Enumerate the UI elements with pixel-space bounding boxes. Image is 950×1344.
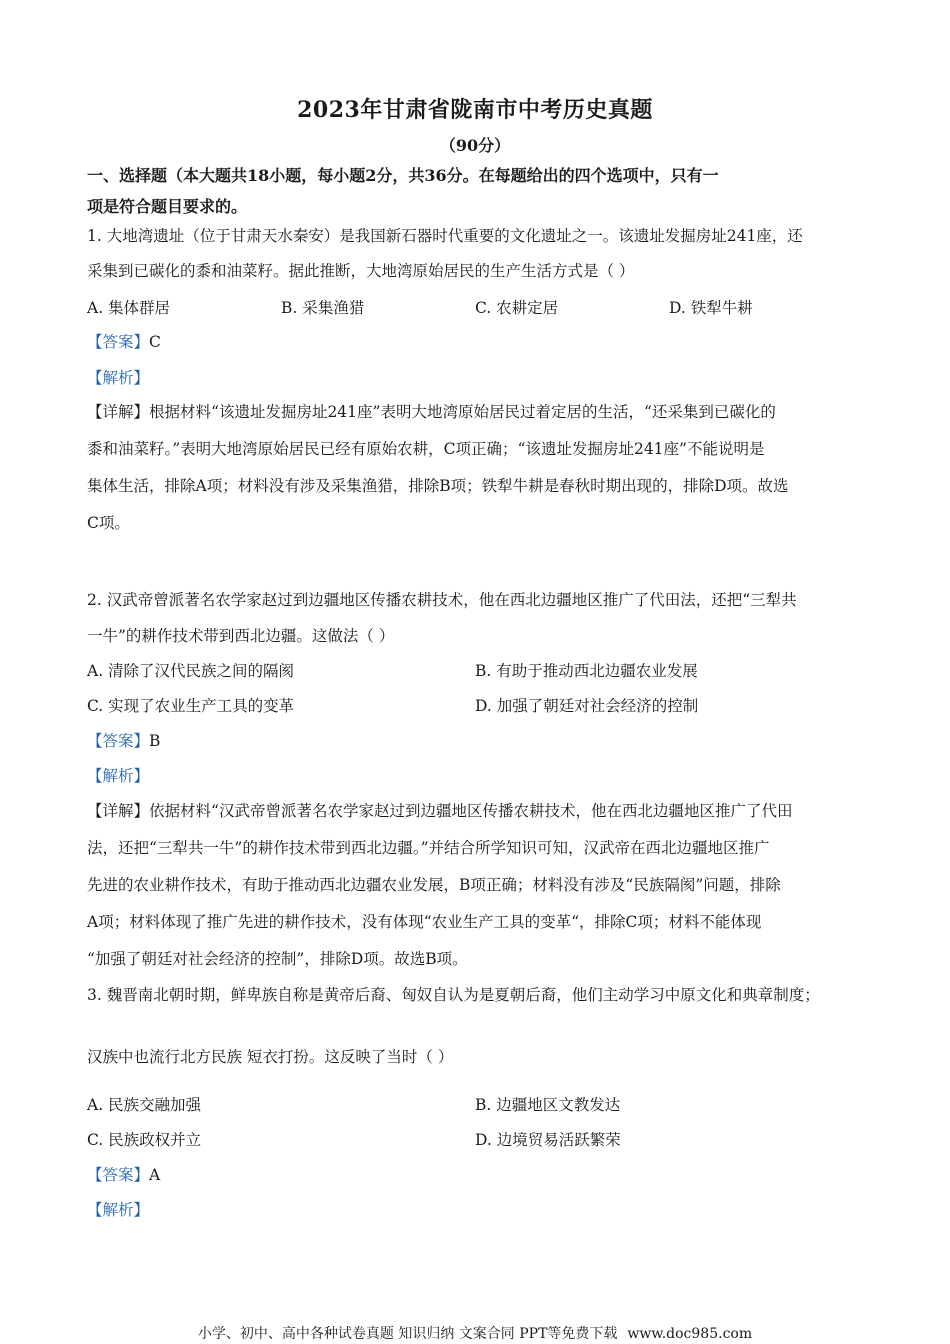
- page-footer: [0, 1323, 950, 1343]
- footer-text: 小学、初中、高中各种试卷真题 知识归纳 文案合同 PPT等免费下载: [197, 1326, 618, 1342]
- detail-label: 【详解】: [87, 403, 150, 421]
- q2-option-c: C. 实现了农业生产工具的变革: [87, 697, 295, 715]
- answer-label: 【答案】: [87, 333, 150, 351]
- q2-option-d: D. 加强了朝廷对社会经济的控制: [475, 697, 699, 715]
- q2-detail-line-2: 法，还把“三犁共一牛”的耕作技术带到西北边疆。”并结合所学知识可知，汉武帝在西北边疆地区推广: [87, 839, 770, 857]
- q2-analysis-label: 【解析】: [87, 767, 150, 785]
- q2-detail-line-4: A项；材料体现了推广先进的耕作技术，没有体现“农业生产工具的变革“，排除C项；材料不能体现: [87, 913, 762, 931]
- q1-detail-line-3: 集体生活，排除A项；材料没有涉及采集渔猎，排除B项；铁犁牛耕是春秋时期出现的，排除D项。故选: [87, 477, 789, 495]
- footer-link[interactable]: www.doc985.com: [627, 1326, 753, 1342]
- q3-answer: [87, 1165, 160, 1185]
- q3-option-a: A. 民族交融加强: [87, 1096, 202, 1114]
- q1-analysis-label: 【解析】: [87, 369, 150, 387]
- q2-detail-line-3: 先进的农业耕作技术，有助于推动西北边疆农业发展，B项正确；材料没有涉及“民族隔阂”问题，排除: [87, 876, 781, 894]
- section-heading-line-2: 项是符合题目要求的。: [87, 197, 248, 216]
- q1-detail-text-1: 根据材料“该遗址发掘房址241座”表明大地湾原始居民过着定居的生活，“还采集到已碳化的: [149, 403, 776, 421]
- q1-option-b: B. 采集渔猎: [281, 299, 365, 317]
- score-subtitle: （90分）: [439, 136, 511, 155]
- q1-detail-line-4: C项。: [87, 514, 130, 532]
- q2-option-a: A. 清除了汉代民族之间的隔阂: [87, 662, 295, 680]
- q2-stem-line-2: 一牛”的耕作技术带到西北边疆。这做法（ ）: [87, 627, 395, 645]
- q2-detail-text-1: 依据材料“汉武帝曾派著名农学家赵过到边疆地区传播农耕技术，他在西北边疆地区推广了代田: [149, 802, 793, 820]
- section-heading-line-1: 一、选择题（本大题共18小题，每小题2分，共36分。在每题给出的四个选项中，只有一: [87, 166, 719, 185]
- answer-label: 【答案】: [87, 1166, 150, 1184]
- q1-detail-line-1: [87, 402, 776, 422]
- q1-stem-line-1: 1. 大地湾遗址（位于甘肃天水秦安）是我国新石器时代重要的文化遗址之一。该遗址发掘房址241座，还: [87, 227, 803, 245]
- q1-detail-line-2: 黍和油菜籽。”表明大地湾原始居民已经有原始农耕，C项正确；“该遗址发掘房址241座”不能说明是: [87, 440, 765, 458]
- q2-stem-line-1: 2. 汉武帝曾派著名农学家赵过到边疆地区传播农耕技术，他在西北边疆地区推广了代田法，还把“三犁共: [87, 591, 797, 609]
- q1-answer-value: C: [149, 333, 161, 351]
- page-title: 2023年甘肃省陇南市中考历史真题: [297, 97, 653, 123]
- q2-answer-value: B: [149, 732, 161, 750]
- q2-detail-line-5: “加强了朝廷对社会经济的控制”，排除D项。故选B项。: [87, 950, 468, 968]
- q3-stem-line-1: 3. 魏晋南北朝时期，鲜卑族自称是黄帝后裔、匈奴自认为是夏朝后裔，他们主动学习中原文化和典章制度；: [87, 986, 820, 1004]
- q1-option-c: C. 农耕定居: [475, 299, 559, 317]
- q3-option-b: B. 边疆地区文教发达: [475, 1096, 621, 1114]
- answer-label: 【答案】: [87, 732, 150, 750]
- q1-stem-line-2: 采集到已碳化的黍和油菜籽。据此推断，大地湾原始居民的生产生活方式是（ ）: [87, 262, 635, 280]
- q2-answer: [87, 731, 160, 751]
- q2-detail-line-1: [87, 801, 792, 821]
- q3-option-c: C. 民族政权并立: [87, 1131, 202, 1149]
- q1-option-d: D. 铁犁牛耕: [669, 299, 753, 317]
- q1-option-a: A. 集体群居: [87, 299, 171, 317]
- q1-answer: [87, 332, 161, 352]
- q3-analysis-label: 【解析】: [87, 1201, 150, 1219]
- q2-option-b: B. 有助于推动西北边疆农业发展: [475, 662, 698, 680]
- q3-option-d: D. 边境贸易活跃繁荣: [475, 1131, 621, 1149]
- detail-label: 【详解】: [87, 802, 150, 820]
- q3-stem-line-2: 汉族中也流行北方民族 短衣打扮。这反映了当时（ ）: [87, 1048, 454, 1066]
- q3-answer-value: A: [149, 1166, 161, 1184]
